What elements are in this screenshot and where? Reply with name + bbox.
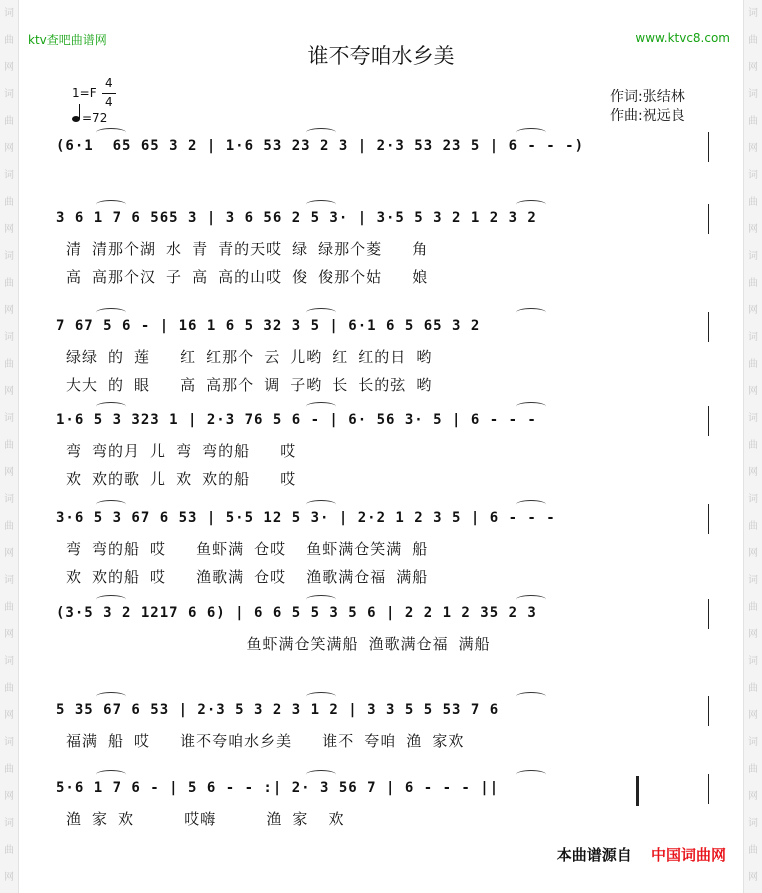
- watermark-glyph: 词: [4, 89, 14, 100]
- watermark-glyph: 网: [748, 386, 758, 397]
- slur-mark: [306, 402, 336, 411]
- watermark-glyph: 词: [748, 251, 758, 262]
- barline: [708, 312, 709, 342]
- site-name-left: ktv查吧曲谱网: [28, 33, 107, 47]
- barline: [708, 696, 709, 726]
- lyric-line: 鱼虾满仓笑满船 渔歌满仓福 满船: [66, 635, 491, 653]
- note-line: 3 6 1 7 6 565 3 | 3 6 56 2 5 3· | 3·5 5 3 2 1 2 3 2: [56, 210, 537, 226]
- final-barline: [636, 776, 639, 806]
- watermark-glyph: 网: [4, 305, 14, 316]
- lyric-line: 弯 弯的船 哎 鱼虾满 仓哎 鱼虾满仓笑满 船: [66, 540, 429, 558]
- note-line: 5 35 67 6 53 | 2·3 5 3 2 3 1 2 | 3 3 5 5 53 7 6: [56, 702, 500, 718]
- watermark-glyph: 词: [748, 89, 758, 100]
- lyric-line: 欢 欢的歌 儿 欢 欢的船 哎: [66, 470, 297, 488]
- watermark-glyph: 网: [4, 548, 14, 559]
- watermark-glyph: 网: [748, 791, 758, 802]
- lyric-line: 渔 家 欢 哎嗨 渔 家 欢: [66, 810, 345, 828]
- barline: [708, 406, 709, 436]
- composer-credit: 作曲:祝远良: [610, 108, 685, 124]
- watermark-glyph: 曲: [4, 764, 14, 775]
- slur-mark: [306, 500, 336, 509]
- slur-mark: [516, 595, 546, 604]
- watermark-glyph: 网: [4, 791, 14, 802]
- watermark-glyph: 词: [748, 575, 758, 586]
- watermark-glyph: 曲: [4, 440, 14, 451]
- watermark-glyph: 曲: [748, 440, 758, 451]
- watermark-glyph: 曲: [748, 521, 758, 532]
- slur-mark: [96, 200, 126, 209]
- watermark-glyph: 词: [4, 575, 14, 586]
- watermark-glyph: 词: [4, 8, 14, 19]
- source-credit: [557, 844, 726, 865]
- watermark-glyph: 网: [748, 629, 758, 640]
- watermark-glyph: 网: [748, 224, 758, 235]
- watermark-glyph: 曲: [748, 35, 758, 46]
- watermark-glyph: 网: [4, 629, 14, 640]
- watermark-glyph: 曲: [4, 278, 14, 289]
- watermark-glyph: 词: [4, 818, 14, 829]
- watermark-glyph: 词: [748, 494, 758, 505]
- watermark-glyph: 网: [748, 143, 758, 154]
- lyric-line: 弯 弯的月 儿 弯 弯的船 哎: [66, 442, 297, 460]
- time-signature-top: 4: [105, 76, 113, 90]
- note-line: (3·5 3 2 1217 6 6) | 6 6 5 5 3 5 6 | 2 2 1 2 35 2 3: [56, 605, 537, 621]
- watermark-glyph: 曲: [748, 278, 758, 289]
- watermark-glyph: 网: [4, 872, 14, 883]
- watermark-glyph: 词: [748, 332, 758, 343]
- watermark-glyph: 曲: [748, 359, 758, 370]
- site-url-right: www.ktvc8.com: [635, 31, 730, 45]
- watermark-glyph: 曲: [4, 521, 14, 532]
- song-title: 谁不夸咱水乡美: [307, 44, 455, 68]
- watermark-glyph: 曲: [4, 197, 14, 208]
- watermark-glyph: 曲: [748, 764, 758, 775]
- watermark-glyph: 词: [4, 332, 14, 343]
- note-line: 1·6 5 3 323 1 | 2·3 76 5 6 - | 6· 56 3· 5 | 6 - - -: [56, 412, 537, 428]
- slur-mark: [96, 692, 126, 701]
- score-row: [56, 702, 716, 782]
- watermark-glyph: 曲: [748, 683, 758, 694]
- lyric-line: 绿绿 的 莲 红 红那个 云 儿哟 红 红的日 哟: [66, 348, 433, 366]
- note-line: 7 67 5 6 - | 16 1 6 5 32 3 5 | 6·1 6 5 65 3 2: [56, 318, 481, 334]
- score-row: [56, 138, 716, 168]
- slur-mark: [306, 595, 336, 604]
- slur-mark: [306, 308, 336, 317]
- note-line: 5·6 1 7 6 - | 5 6 - - :| 2· 3 56 7 | 6 - - - ||: [56, 780, 500, 796]
- watermark-glyph: 网: [748, 305, 758, 316]
- watermark-glyph: 词: [748, 656, 758, 667]
- slur-mark: [96, 595, 126, 604]
- lyric-line: 福满 船 哎 谁不夸咱水乡美 谁不 夸咱 渔 家欢: [66, 732, 465, 750]
- slur-mark: [96, 402, 126, 411]
- watermark-glyph: 词: [4, 251, 14, 262]
- watermark-glyph: 词: [748, 737, 758, 748]
- slur-mark: [96, 770, 126, 779]
- watermark-glyph: 词: [748, 8, 758, 19]
- watermark-glyph: 曲: [748, 197, 758, 208]
- watermark-glyph: 网: [748, 872, 758, 883]
- barline: [708, 504, 709, 534]
- note-line: 3·6 5 3 67 6 53 | 5·5 12 5 3· | 2·2 1 2 3 5 | 6 - - -: [56, 510, 556, 526]
- slur-mark: [96, 308, 126, 317]
- watermark-glyph: 词: [4, 170, 14, 181]
- score-row: [56, 210, 716, 290]
- key-signature: 1=F: [72, 86, 97, 100]
- watermark-glyph: 网: [4, 386, 14, 397]
- right-watermark-strip: [743, 0, 762, 893]
- slur-mark: [516, 128, 546, 137]
- watermark-glyph: 网: [748, 548, 758, 559]
- lyric-line: 欢 欢的船 哎 渔歌满 仓哎 渔歌满仓福 满船: [66, 568, 429, 586]
- watermark-glyph: 曲: [4, 602, 14, 613]
- tempo-marking: =72: [82, 111, 108, 125]
- watermark-glyph: 曲: [4, 35, 14, 46]
- lyricist-credit: 作词:张结林: [610, 89, 685, 105]
- watermark-glyph: 网: [748, 467, 758, 478]
- source-label: 本曲谱源自: [556, 846, 632, 864]
- score-row: [56, 412, 716, 492]
- slur-mark: [516, 500, 546, 509]
- watermark-glyph: 曲: [4, 845, 14, 856]
- watermark-glyph: 词: [4, 413, 14, 424]
- lyric-line: 清 清那个湖 水 青 青的天哎 绿 绿那个菱 角: [66, 240, 429, 258]
- score-row: [56, 605, 716, 685]
- watermark-glyph: 曲: [748, 845, 758, 856]
- watermark-glyph: 词: [748, 818, 758, 829]
- slur-mark: [516, 402, 546, 411]
- score-row: [56, 510, 716, 590]
- watermark-glyph: 网: [748, 710, 758, 721]
- watermark-glyph: 网: [4, 467, 14, 478]
- slur-mark: [516, 770, 546, 779]
- slur-mark: [96, 500, 126, 509]
- slur-mark: [516, 308, 546, 317]
- time-signature-line: [102, 93, 116, 94]
- note-line: (6·1 65 65 3 2 | 1·6 53 23 2 3 | 2·3 53 23 5 | 6 - - -): [56, 138, 585, 154]
- watermark-glyph: 网: [4, 143, 14, 154]
- watermark-glyph: 曲: [4, 116, 14, 127]
- barline: [708, 132, 709, 162]
- time-signature-bottom: 4: [105, 95, 113, 109]
- slur-mark: [306, 200, 336, 209]
- watermark-glyph: 网: [4, 62, 14, 73]
- lyric-line: 高 高那个汉 子 高 高的山哎 俊 俊那个姑 娘: [66, 268, 429, 286]
- quarter-note-stem: [79, 104, 80, 119]
- watermark-glyph: 曲: [748, 602, 758, 613]
- watermark-glyph: 词: [4, 656, 14, 667]
- watermark-glyph: 词: [4, 494, 14, 505]
- slur-mark: [306, 770, 336, 779]
- slur-mark: [516, 200, 546, 209]
- watermark-glyph: 词: [4, 737, 14, 748]
- watermark-glyph: 词: [748, 170, 758, 181]
- left-watermark-strip: [0, 0, 19, 893]
- watermark-glyph: 曲: [4, 359, 14, 370]
- slur-mark: [306, 128, 336, 137]
- watermark-glyph: 网: [4, 224, 14, 235]
- source-site: 中国词曲网: [650, 846, 726, 864]
- score-row: [56, 318, 716, 398]
- barline: [708, 774, 709, 804]
- slur-mark: [516, 692, 546, 701]
- slur-mark: [306, 692, 336, 701]
- barline: [708, 204, 709, 234]
- watermark-glyph: 曲: [748, 116, 758, 127]
- watermark-glyph: 网: [748, 62, 758, 73]
- barline: [708, 599, 709, 629]
- watermark-glyph: 曲: [4, 683, 14, 694]
- watermark-glyph: 网: [4, 710, 14, 721]
- lyric-line: 大大 的 眼 高 高那个 调 子哟 长 长的弦 哟: [66, 376, 433, 394]
- slur-mark: [96, 128, 126, 137]
- watermark-glyph: 词: [748, 413, 758, 424]
